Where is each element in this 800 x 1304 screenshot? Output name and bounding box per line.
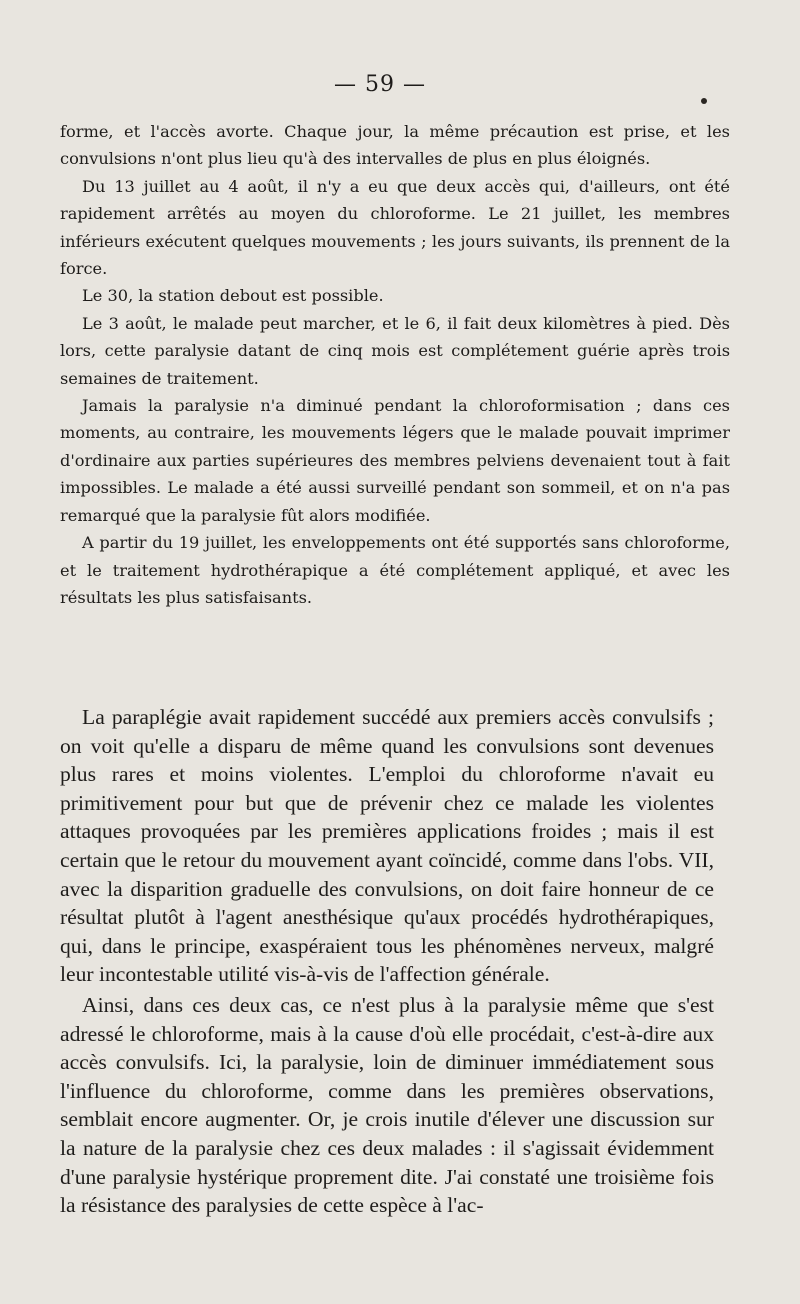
ink-speck bbox=[701, 98, 707, 104]
commentary bbox=[60, 703, 714, 1220]
paragraph-continuation: forme, et l'accès avorte. Chaque jour, la même précaution est prise, et les convulsions n'ont plus lieu qu'à des intervalles de plus en plus éloignés. bbox=[60, 122, 730, 169]
paragraph: Le 3 août, le malade peut marcher, et le 6, il fait deux kilomètres à pied. Dès lors, cette paralysie datant de cinq mois est complétement guérie après trois semaines de traitement. bbox=[60, 313, 730, 388]
observation-notes bbox=[60, 118, 730, 611]
paragraph: Du 13 juillet au 4 août, il n'y a eu que deux accès qui, d'ailleurs, ont été rapidement arrêtés au moyen du chloroforme. Le 21 juillet, les membres inférieurs exécutent quelques mouvements ; les jours suivants, ils prennent de la force. bbox=[60, 176, 730, 279]
paragraph: La paraplégie avait rapidement succédé aux premiers accès convulsifs ; on voit qu'elle a disparu de même quand les convulsions sont devenues plus rares et moins violentes. L'emploi du chloroforme n'avait eu primitivement pour but que de prévenir chez ce malade les violentes attaques provoquées par les premières applications froides ; mais il est certain que le retour du mouvement ayant coïncidé, comme dans l'obs. VII, avec la disparition graduelle des convulsions, on doit faire honneur de ce résultat plutôt à l'agent anesthésique qu'aux procédés hydrothérapiques, qui, dans le principe, exaspéraient tous les phénomènes nerveux, malgré leur incontestable utilité vis-à-vis de l'affection générale. bbox=[60, 705, 714, 987]
paragraph: Jamais la paralysie n'a diminué pendant la chloroformisation ; dans ces moments, au contraire, les mouvements légers que le malade pouvait imprimer d'ordinaire aux parties supérieures des membres pelviens devenaient tout à fait impossibles. Le malade a été aussi surveillé pendant son sommeil, et on n'a pas remarqué que la paralysie fût alors modifiée. bbox=[60, 396, 730, 525]
paragraph: Le 30, la station debout est possible. bbox=[82, 286, 384, 306]
paragraph: A partir du 19 juillet, les enveloppements ont été supportés sans chloroforme, et le traitement hydrothérapique a été complétement appliqué, et avec les résultats les plus satisfaisants. bbox=[60, 533, 730, 607]
paragraph: Ainsi, dans ces deux cas, ce n'est plus à la paralysie même que s'est adressé le chloroforme, mais à la cause d'où elle procédait, c'est-à-dire aux accès convulsifs. Ici, la paralysie, loin de diminuer immédiatement sous l'influence du chloroforme, comme dans les premières observations, semblait encore augmenter. Or, je crois inutile d'élever une discussion sur la nature de la paralysie chez ces deux malades : il s'agissait évidemment d'une paralysie hystérique proprement dite. J'ai constaté une troisième fois la résistance des paralysies de cette espèce à l'ac- bbox=[60, 992, 714, 1218]
page-number: — 59 — bbox=[334, 72, 426, 97]
